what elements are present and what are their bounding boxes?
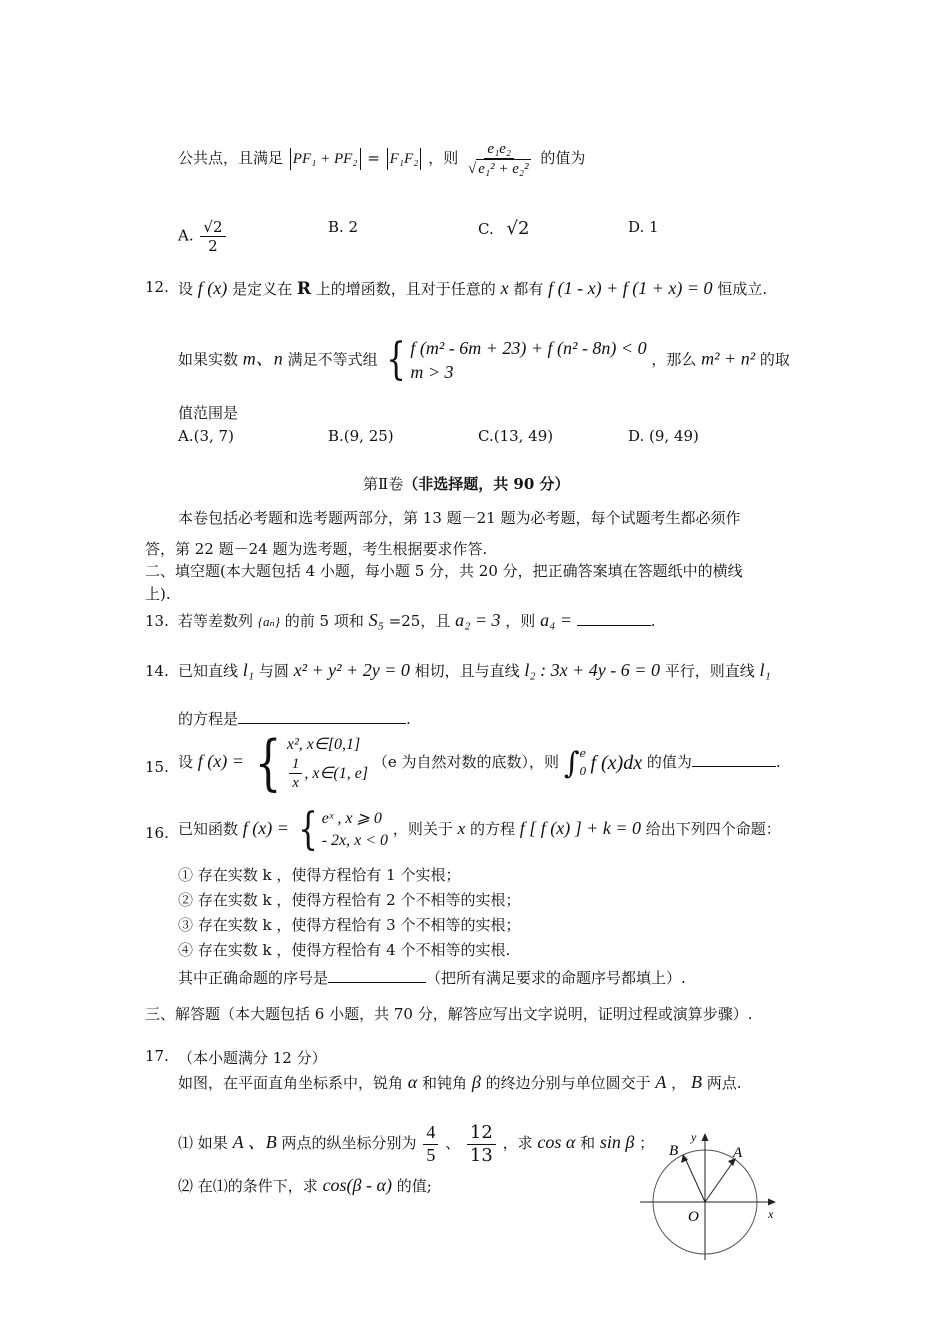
- q12-sys-row2: m > 3: [410, 362, 454, 383]
- q15-row2-tail: , x∈(1, e]: [304, 765, 369, 782]
- q17-text: 的值;: [396, 1177, 432, 1195]
- q13-S5: S₅: [368, 610, 384, 630]
- q11-suffix: 的值为: [540, 149, 586, 167]
- q14-l1: l₁: [242, 660, 255, 680]
- q17-text: 两点的纵坐标分别为: [281, 1134, 417, 1153]
- q17-frac1-den: 5: [426, 1144, 436, 1165]
- q17-line1: [178, 1072, 742, 1093]
- figure-label-y: y: [691, 1130, 697, 1144]
- x-axis-arrow: [768, 1199, 776, 1206]
- q12-R: R: [296, 279, 311, 299]
- q17-part2: [178, 1175, 432, 1196]
- q11-frac-num: e₁e₂: [484, 140, 514, 159]
- figure-label-x: x: [768, 1207, 774, 1221]
- q12-text: 是定义在: [232, 280, 293, 298]
- q17-part1: [178, 1122, 654, 1166]
- q17-text: 和钝角: [422, 1074, 468, 1092]
- figure-label-A: A: [733, 1145, 743, 1161]
- q12-option-b: B.(9, 25): [328, 427, 394, 445]
- q11-eq: =: [367, 149, 380, 167]
- q13-text: 若等差数列: [178, 612, 254, 630]
- q14-line2: [178, 708, 411, 729]
- q16-equation: f [ f (x) ] + k = 0: [519, 818, 642, 838]
- q17-and: 和: [580, 1134, 596, 1153]
- q17-beta: β: [471, 1072, 481, 1092]
- part2-title-main: 第Ⅱ卷: [363, 475, 404, 493]
- q11-option-d: D. 1: [628, 218, 659, 236]
- q12-option-a: A.(3, 7): [178, 427, 234, 445]
- q17-frac2-den: 13: [469, 1144, 493, 1166]
- q15-row2-den: x: [292, 775, 299, 792]
- q11-option-b: B. 2: [328, 218, 359, 236]
- q14-text: 相切，且与直线: [414, 662, 520, 680]
- q16-text: 的方程: [469, 820, 515, 838]
- q12-option-d: D. (9, 49): [628, 427, 699, 445]
- q15-text: 设: [178, 753, 194, 771]
- q13-answer-blank[interactable]: [577, 625, 651, 626]
- q16-tail: [178, 967, 686, 988]
- q14-l1b: l₁: [759, 660, 771, 680]
- q12-number: 12.: [145, 278, 169, 296]
- q14-text: 平行，则直线: [664, 662, 755, 680]
- q17-frac-4-5: [423, 1122, 438, 1166]
- q12-x: x: [500, 278, 509, 298]
- q16-row1: eˣ , x ⩾ 0: [321, 810, 382, 828]
- q17-frac-12-13: [467, 1122, 496, 1166]
- q17-sep: 、: [445, 1134, 461, 1153]
- q17-text: 如图，在平面直角坐标系中，锐角: [178, 1074, 404, 1092]
- q14-answer-blank[interactable]: [238, 723, 406, 724]
- q11-frac-den: e₁² + e₂²: [478, 161, 529, 177]
- q15-lower-limit: 0: [579, 765, 587, 778]
- q17-number: 17.: [145, 1047, 169, 1065]
- q16-piecewise: { eˣ , x ⩾ 0 - 2x, x < 0: [297, 804, 389, 855]
- q16-text: 给出下列四个命题：: [645, 820, 781, 838]
- q14-text: 的方程是: [178, 710, 239, 728]
- q13-a2: a₂ = 3: [455, 610, 501, 630]
- q16-tail-text2: （把所有满足要求的命题序号都填上）.: [426, 969, 686, 987]
- q12-text: 设: [178, 280, 194, 298]
- q11-opt-c-val: √2: [506, 218, 530, 239]
- q12-text: 的取: [759, 350, 790, 369]
- q11-option-c: [478, 218, 529, 239]
- q13-seq: {aₙ}: [257, 614, 280, 629]
- q17-alpha: α: [407, 1072, 418, 1092]
- q17-comma: ，: [671, 1074, 687, 1092]
- q12-text: 恒成立.: [717, 280, 768, 298]
- q16-item-2: ② 存在实数 k ，使得方程恰有 2 个不相等的实根；: [178, 891, 521, 909]
- q12-line1: [178, 278, 767, 299]
- y-axis-arrow: [702, 1133, 709, 1141]
- q16-number: 16.: [145, 824, 169, 842]
- q16-text: 已知函数: [178, 820, 239, 838]
- part2-intro-line2: 答，第 22 题－24 题为选考题，考生根据要求作答.: [145, 540, 488, 558]
- q12-option-c: C.(13, 49): [478, 427, 554, 445]
- q12-line3: 值范围是: [178, 404, 239, 422]
- q12-text: 上的增函数，且对于任意的: [315, 280, 496, 298]
- fill-section-line1: 二、填空题(本大题包括 4 小题，每小题 5 分，共 20 分，把正确答案填在答题纸中的横线: [145, 562, 743, 580]
- q11-text: 公共点，且满足: [178, 149, 284, 167]
- q16-row2: - 2x, x < 0: [321, 832, 389, 849]
- part2-intro-line1: 本卷包括必考题和选考题两部分，第 13 题－21 题为必考题，每个试题考生都必须作: [178, 509, 741, 527]
- q15-number: 15.: [145, 758, 169, 776]
- q14-l2-eq: l₂ : 3x + 4y - 6 = 0: [524, 660, 660, 680]
- q17-text: 两点.: [706, 1074, 742, 1092]
- q15-integrand: f (x)dx: [590, 751, 643, 774]
- q17-score: （本小题满分 12 分）: [178, 1049, 327, 1067]
- q14-line1: [178, 660, 771, 681]
- q12-inequality-system: { f (m² - 6m + 23) + f (n² - 8n) < 0 m > 3: [386, 334, 647, 386]
- q14-end: .: [406, 710, 411, 728]
- q11-opt-a-label: A.: [178, 226, 194, 245]
- q12-text: 都有: [513, 280, 544, 298]
- q14-text: 与圆: [258, 662, 289, 680]
- q17-cos-alpha: cos α: [537, 1132, 576, 1153]
- q14-text: 已知直线: [178, 662, 239, 680]
- part3-header: 三、解答题（本大题包括 6 小题，共 70 分，解答应写出文字说明，证明过程或演算步骤）.: [145, 1005, 753, 1023]
- part2-title-bold: （非选择题，共 90 分）: [403, 475, 570, 493]
- q12-identity: f (1 - x) + f (1 + x) = 0: [548, 278, 713, 298]
- q11-opt-a-num: √2: [200, 218, 225, 237]
- part2-title: [363, 473, 570, 494]
- q11-abs-left: PF₁ + PF₂: [292, 151, 358, 167]
- q17-frac2-num: 12: [467, 1122, 496, 1145]
- q11-tail-line: [178, 140, 585, 178]
- q17-point-A: A: [655, 1072, 667, 1092]
- q12-text: ，那么: [651, 350, 697, 369]
- q17-point-B: B: [690, 1072, 702, 1092]
- q12-text: 如果实数: [178, 350, 239, 369]
- unit-circle-figure: [630, 1125, 790, 1265]
- figure-label-O: O: [688, 1209, 699, 1225]
- q15-text: 的值为: [646, 753, 692, 771]
- q15-row2-num: 1: [289, 755, 303, 774]
- q16-x: x: [457, 819, 466, 838]
- q15-row1: x², x∈[0,1]: [286, 735, 361, 753]
- q11-abs-right: F₁F₂: [389, 151, 419, 167]
- figure-label-B: B: [669, 1143, 679, 1159]
- q15-line: [178, 728, 781, 798]
- q12-target: m² + n²: [701, 348, 756, 369]
- q17-frac1-num: 4: [423, 1122, 438, 1145]
- q11-fraction: $\frac{\text{e₁e₂}}{\text{√ e₁² + e₂²}}$: [467, 141, 529, 177]
- q13-line: [178, 610, 656, 631]
- q17-text: ⑴ 如果: [178, 1134, 228, 1153]
- q15-piecewise: { x², x∈[0,1] $\frac{1}{x}$ , x∈(1, e]: [254, 728, 369, 798]
- q16-text: ，则关于: [392, 820, 453, 838]
- q16-answer-blank[interactable]: [328, 982, 426, 983]
- q16-fx: f (x) =: [242, 818, 289, 838]
- q15-upper-limit: e: [579, 747, 586, 761]
- q16-tail-text: 其中正确命题的序号是: [178, 969, 329, 987]
- q12-sys-row1: f (m² - 6m + 23) + f (n² - 8n) < 0: [410, 338, 647, 358]
- q13-text: =25，且: [388, 612, 451, 630]
- q15-end: .: [775, 753, 781, 771]
- q12-text: 满足不等式组: [287, 350, 378, 369]
- q13-text: 的前 5 项和: [284, 612, 364, 630]
- q14-number: 14.: [145, 662, 169, 680]
- fill-section-line2: 上).: [145, 585, 171, 603]
- q12-line2: [178, 336, 790, 385]
- q16-item-3: ③ 存在实数 k ，使得方程恰有 3 个不相等的实根；: [178, 916, 521, 934]
- q17-end: ；: [639, 1134, 655, 1153]
- q11-opt-c-label: C.: [478, 220, 494, 238]
- q11-opt-a-frac: [200, 218, 225, 255]
- q13-end: .: [650, 612, 656, 630]
- q15-integral-sign: ∫: [563, 745, 580, 781]
- q11-opt-a-den: 2: [208, 237, 218, 255]
- q16-line: [178, 804, 781, 855]
- q15-note: （e 为自然对数的底数），则: [372, 753, 560, 771]
- q17-cos-diff: cos(β - α): [322, 1175, 392, 1195]
- q17-text: ，求: [502, 1134, 533, 1153]
- ray-OB: [685, 1158, 705, 1202]
- q17-sin-beta: sin β: [599, 1132, 635, 1153]
- q17-text: 的终边分别与单位圆交于: [485, 1074, 651, 1092]
- q15-fx: f (x) =: [197, 751, 244, 771]
- q12-fx: f (x): [197, 278, 228, 298]
- q15-answer-blank[interactable]: [692, 766, 776, 767]
- q13-number: 13.: [145, 612, 169, 630]
- q13-text: ，则: [505, 612, 536, 630]
- ray-OA: [705, 1162, 733, 1202]
- q14-circle-eq: x² + y² + 2y = 0: [293, 660, 410, 680]
- q12-mn: m、n: [242, 348, 283, 369]
- q11-then: ，则: [428, 149, 459, 167]
- q17-text: ⑵ 在⑴的条件下，求: [178, 1177, 318, 1195]
- q13-a4: a₄ =: [540, 610, 572, 630]
- q16-item-1: ① 存在实数 k ，使得方程恰有 1 个实根；: [178, 866, 461, 884]
- q17-AB: A 、B: [232, 1132, 277, 1153]
- q11-option-a: [178, 218, 228, 255]
- q16-item-4: ④ 存在实数 k ，使得方程恰有 4 个不相等的实根.: [178, 941, 511, 959]
